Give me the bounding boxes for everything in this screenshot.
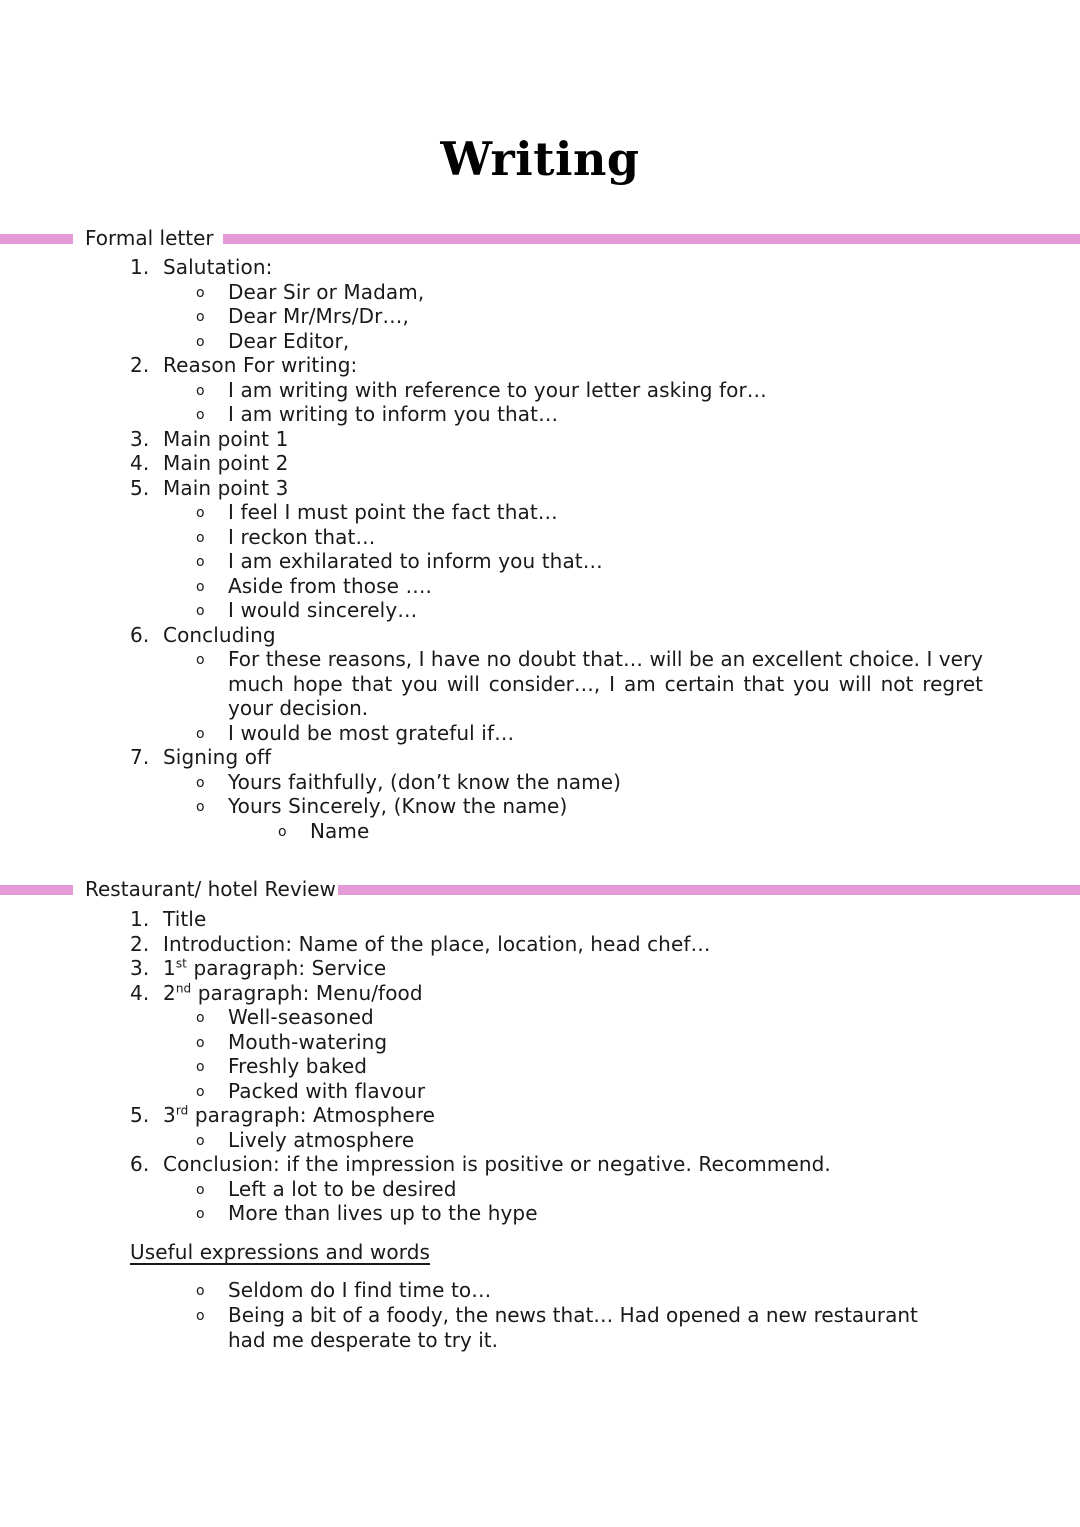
list-item: o Yours faithfully, (don’t know the name)	[196, 770, 622, 794]
list-item: 6. Conclusion: if the impression is positive or negative. Recommend.	[130, 1152, 831, 1176]
bullet-icon: o	[196, 1206, 205, 1222]
section-divider-right	[223, 234, 1080, 244]
bullet-icon: o	[196, 1084, 205, 1100]
list-item: 7. Signing off	[130, 745, 272, 769]
list-item: o Lively atmosphere	[196, 1128, 415, 1152]
list-item: o More than lives up to the hype	[196, 1201, 538, 1225]
list-item: 1. Title	[130, 907, 207, 931]
list-item: 4. 2nd paragraph: Menu/food	[130, 981, 423, 1005]
section-divider-left	[0, 885, 73, 895]
section-divider-left	[0, 234, 73, 244]
list-item: o Aside from those ….	[196, 574, 433, 598]
bullet-icon: o	[196, 775, 205, 791]
list-item: 1. Salutation:	[130, 255, 273, 279]
list-item: o I am exhilarated to inform you that…	[196, 549, 603, 573]
list-item: o Dear Sir or Madam,	[196, 280, 425, 304]
bullet-icon: o	[196, 603, 205, 619]
list-item: o Dear Mr/Mrs/Dr…,	[196, 304, 409, 328]
subsection-heading: Useful expressions and words	[130, 1240, 431, 1264]
list-item: 5. 3rd paragraph: Atmosphere	[130, 1103, 436, 1127]
section-title: Formal letter	[85, 226, 214, 250]
list-item-paragraph: Being a bit of a foody, the news that… Had opened a new restaurant had me desperate to try it.	[228, 1303, 918, 1352]
list-item: 3. 1st paragraph: Service	[130, 956, 387, 980]
list-item: o Seldom do I find time to…	[196, 1278, 492, 1302]
bullet-icon: o	[196, 726, 205, 742]
list-item: 3. Main point 1	[130, 427, 289, 451]
section-title: Restaurant/ hotel Review	[85, 877, 336, 901]
list-item: 4. Main point 2	[130, 451, 289, 475]
bullet-icon: o	[196, 1133, 205, 1149]
list-item: o I would sincerely…	[196, 598, 418, 622]
list-item: 2. Reason For writing:	[130, 353, 358, 377]
bullet-icon: o	[196, 1035, 205, 1051]
bullet-icon: o	[196, 407, 205, 423]
list-item: o I am writing with reference to your letter asking for…	[196, 378, 767, 402]
bullet-icon: o	[196, 285, 205, 301]
page-title: Writing	[440, 132, 640, 186]
section-header-formal-letter	[0, 224, 1080, 254]
list-item: o I feel I must point the fact that…	[196, 500, 558, 524]
list-item: 5. Main point 3	[130, 476, 289, 500]
bullet-icon: o	[196, 334, 205, 350]
list-item: o Name	[278, 819, 370, 843]
section-header-restaurant-review	[0, 875, 1080, 905]
bullet-icon: o	[278, 824, 287, 840]
bullet-icon: o	[196, 579, 205, 595]
list-item: o Well-seasoned	[196, 1005, 374, 1029]
bullet-icon: o	[196, 530, 205, 546]
list-item: o Left a lot to be desired	[196, 1177, 457, 1201]
list-item: 2. Introduction: Name of the place, location, head chef…	[130, 932, 711, 956]
list-item: o Yours Sincerely, (Know the name)	[196, 794, 568, 818]
list-item: o Packed with flavour	[196, 1079, 426, 1103]
bullet-icon: o	[196, 1010, 205, 1026]
bullet-icon: o	[196, 383, 205, 399]
list-item-paragraph: For these reasons, I have no doubt that… will be an excellent choice. I very much hope that you will consider…, I am certain that you will not regret your decision.	[228, 647, 983, 720]
bullet-icon: o	[196, 1283, 205, 1299]
list-item: o Mouth-watering	[196, 1030, 388, 1054]
bullet-icon: o	[196, 554, 205, 570]
bullet-icon: o	[196, 799, 205, 815]
list-item: o I reckon that…	[196, 525, 376, 549]
bullet-icon: o	[196, 1182, 205, 1198]
section-divider-right	[338, 885, 1080, 895]
bullet-icon: o	[196, 505, 205, 521]
list-item: o Dear Editor,	[196, 329, 350, 353]
bullet-icon: o	[196, 1059, 205, 1075]
bullet-icon: o	[196, 309, 205, 325]
list-item: o I am writing to inform you that…	[196, 402, 559, 426]
list-item: 6. Concluding	[130, 623, 276, 647]
list-item: o Freshly baked	[196, 1054, 368, 1078]
list-item: o I would be most grateful if…	[196, 721, 515, 745]
